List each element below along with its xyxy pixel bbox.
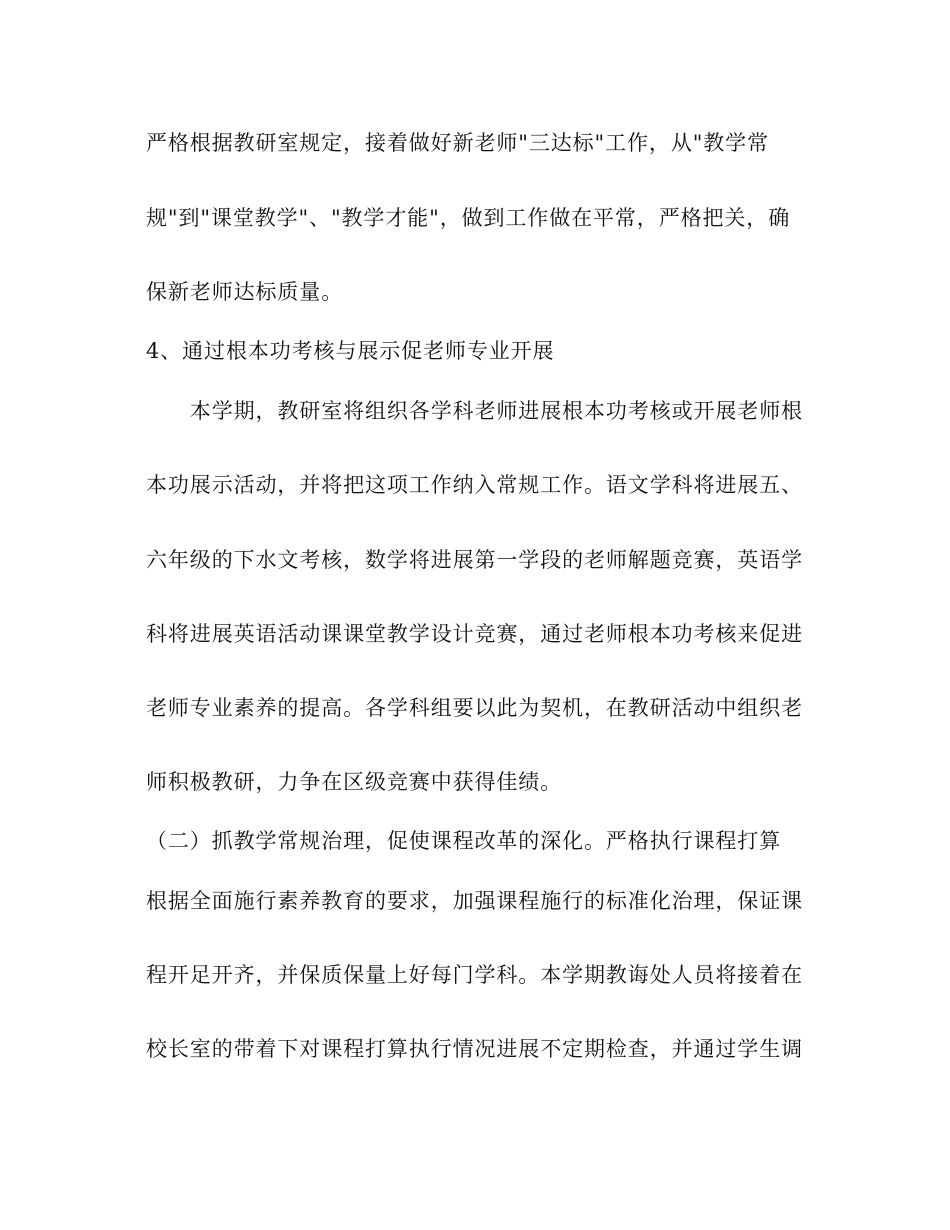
text-line: 保新老师达标质量。 [146,280,344,304]
text-line: 六年级的下水文考核，数学将进展第一学段的老师解题竞赛，英语学 [146,548,803,572]
text-line: 校长室的带着下对课程打算执行情况进展不定期检查，并通过学生调 [146,1037,803,1061]
text-line: 本功展示活动，并将把这项工作纳入常规工作。语文学科将进展五、 [146,473,803,497]
text-line: 规"到"课堂教学"、"教学才能"，做到工作做在平常，严格把关，确 [146,206,791,230]
section-heading: （二）抓教学常规治理，促使课程改革的深化。严格执行课程打算 [146,829,782,853]
section-heading: 4、通过根本功考核与展示促老师专业开展 [146,339,555,363]
text-line: 老师专业素养的提高。各学科组要以此为契机，在教研活动中组织老 [146,696,803,720]
text-line: 师积极教研，力争在区级竞赛中获得佳绩。 [146,770,563,794]
text-line: 本学期，教研室将组织各学科老师进展根本功考核或开展老师根 [146,399,803,423]
text-line: 程开足开齐，并保质保量上好每门学科。本学期教诲处人员将接着在 [146,963,803,987]
text-line: 根据全面施行素养教育的要求，加强课程施行的标准化治理，保证课 [146,889,803,913]
text-line: 严格根据教研室规定，接着做好新老师"三达标"工作，从"教学常 [146,131,769,155]
text-line: 科将进展英语活动课课堂教学设计竞赛，通过老师根本功考核来促进 [146,622,803,646]
